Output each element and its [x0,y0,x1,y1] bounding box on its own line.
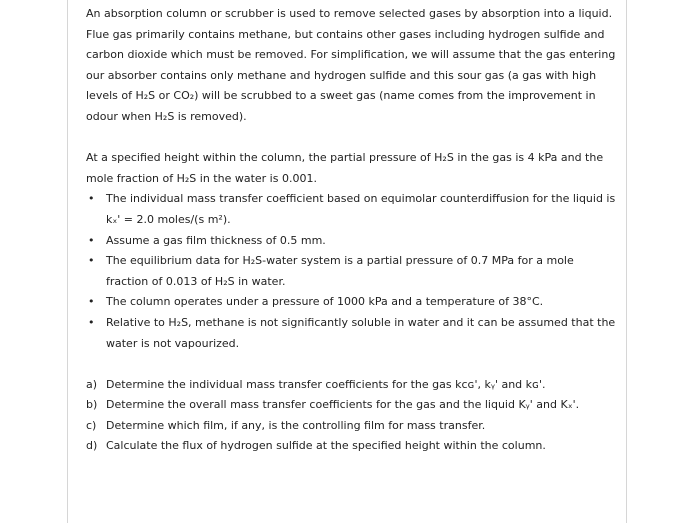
bullet-item [86,231,616,252]
task-text: Determine which film, if any, is the controlling film for mass transfer. [106,418,486,432]
bullet-text: The equilibrium data for H₂S-water system is a partial pressure of 0.7 MPa for a mole fraction of 0.013 of H₂S in water. [106,254,574,288]
document-body [86,4,616,457]
task-text: Calculate the flux of hydrogen sulfide at the specified height within the column. [106,439,546,453]
bullet-text: Relative to H₂S, methane is not significantly soluble in water and it can be assumed that the water is not vapourized. [106,315,616,350]
task-letter: c) [86,418,97,432]
bullet-text: Assume a gas film thickness of 0.5 mm. [106,233,326,247]
bullet-item [86,189,616,230]
bullet-marker: • [88,315,95,329]
assumptions-list [86,189,616,354]
intro-paragraph: An absorption column or scrubber is used to remove selected gases by absorption into a liquid. Flue gas primarily contains methane, but contains other gases including hydrogen sulfide and carbon dioxide which must be removed. For simplification, we will assume that the gas entering our absorber contains only methane and hydrogen sulfide and this sour gas (a gas with high levels of H₂S or CO₂) will be scrubbed to a sweet gas (name comes from the improvement in odour when H₂S is removed). [86,7,616,123]
bullet-text: The column operates under a pressure of 1000 kPa and a temperature of 38°C. [106,295,544,309]
bullet-marker: • [88,254,95,268]
task-item [86,436,616,457]
bullet-item [86,251,616,292]
task-letter: d) [86,439,98,453]
bullet-item [86,313,616,354]
bullet-item [86,292,616,313]
task-letter: a) [86,377,98,391]
bullet-marker: • [88,192,95,206]
bullet-marker: • [88,295,95,309]
task-item [86,375,616,396]
tasks-list [86,375,616,457]
task-text: Determine the individual mass transfer coefficients for the gas kcɢ', kᵧ' and kɢ'. [106,377,546,391]
conditions-paragraph: At a specified height within the column, the partial pressure of H₂S in the gas is 4 kPa and the mole fraction of H₂S in the water is 0.001. [86,151,604,185]
bullet-marker: • [88,233,95,247]
task-letter: b) [86,398,98,412]
bullet-text: The individual mass transfer coefficient based on equimolar counterdiffusion for the liquid is kₓ' = 2.0 moles/(s m²). [106,192,616,226]
task-item [86,395,616,416]
document-page [67,0,627,523]
task-text: Determine the overall mass transfer coefficients for the gas and the liquid Kᵧ' and Kₓ'. [106,398,580,412]
task-item [86,416,616,437]
